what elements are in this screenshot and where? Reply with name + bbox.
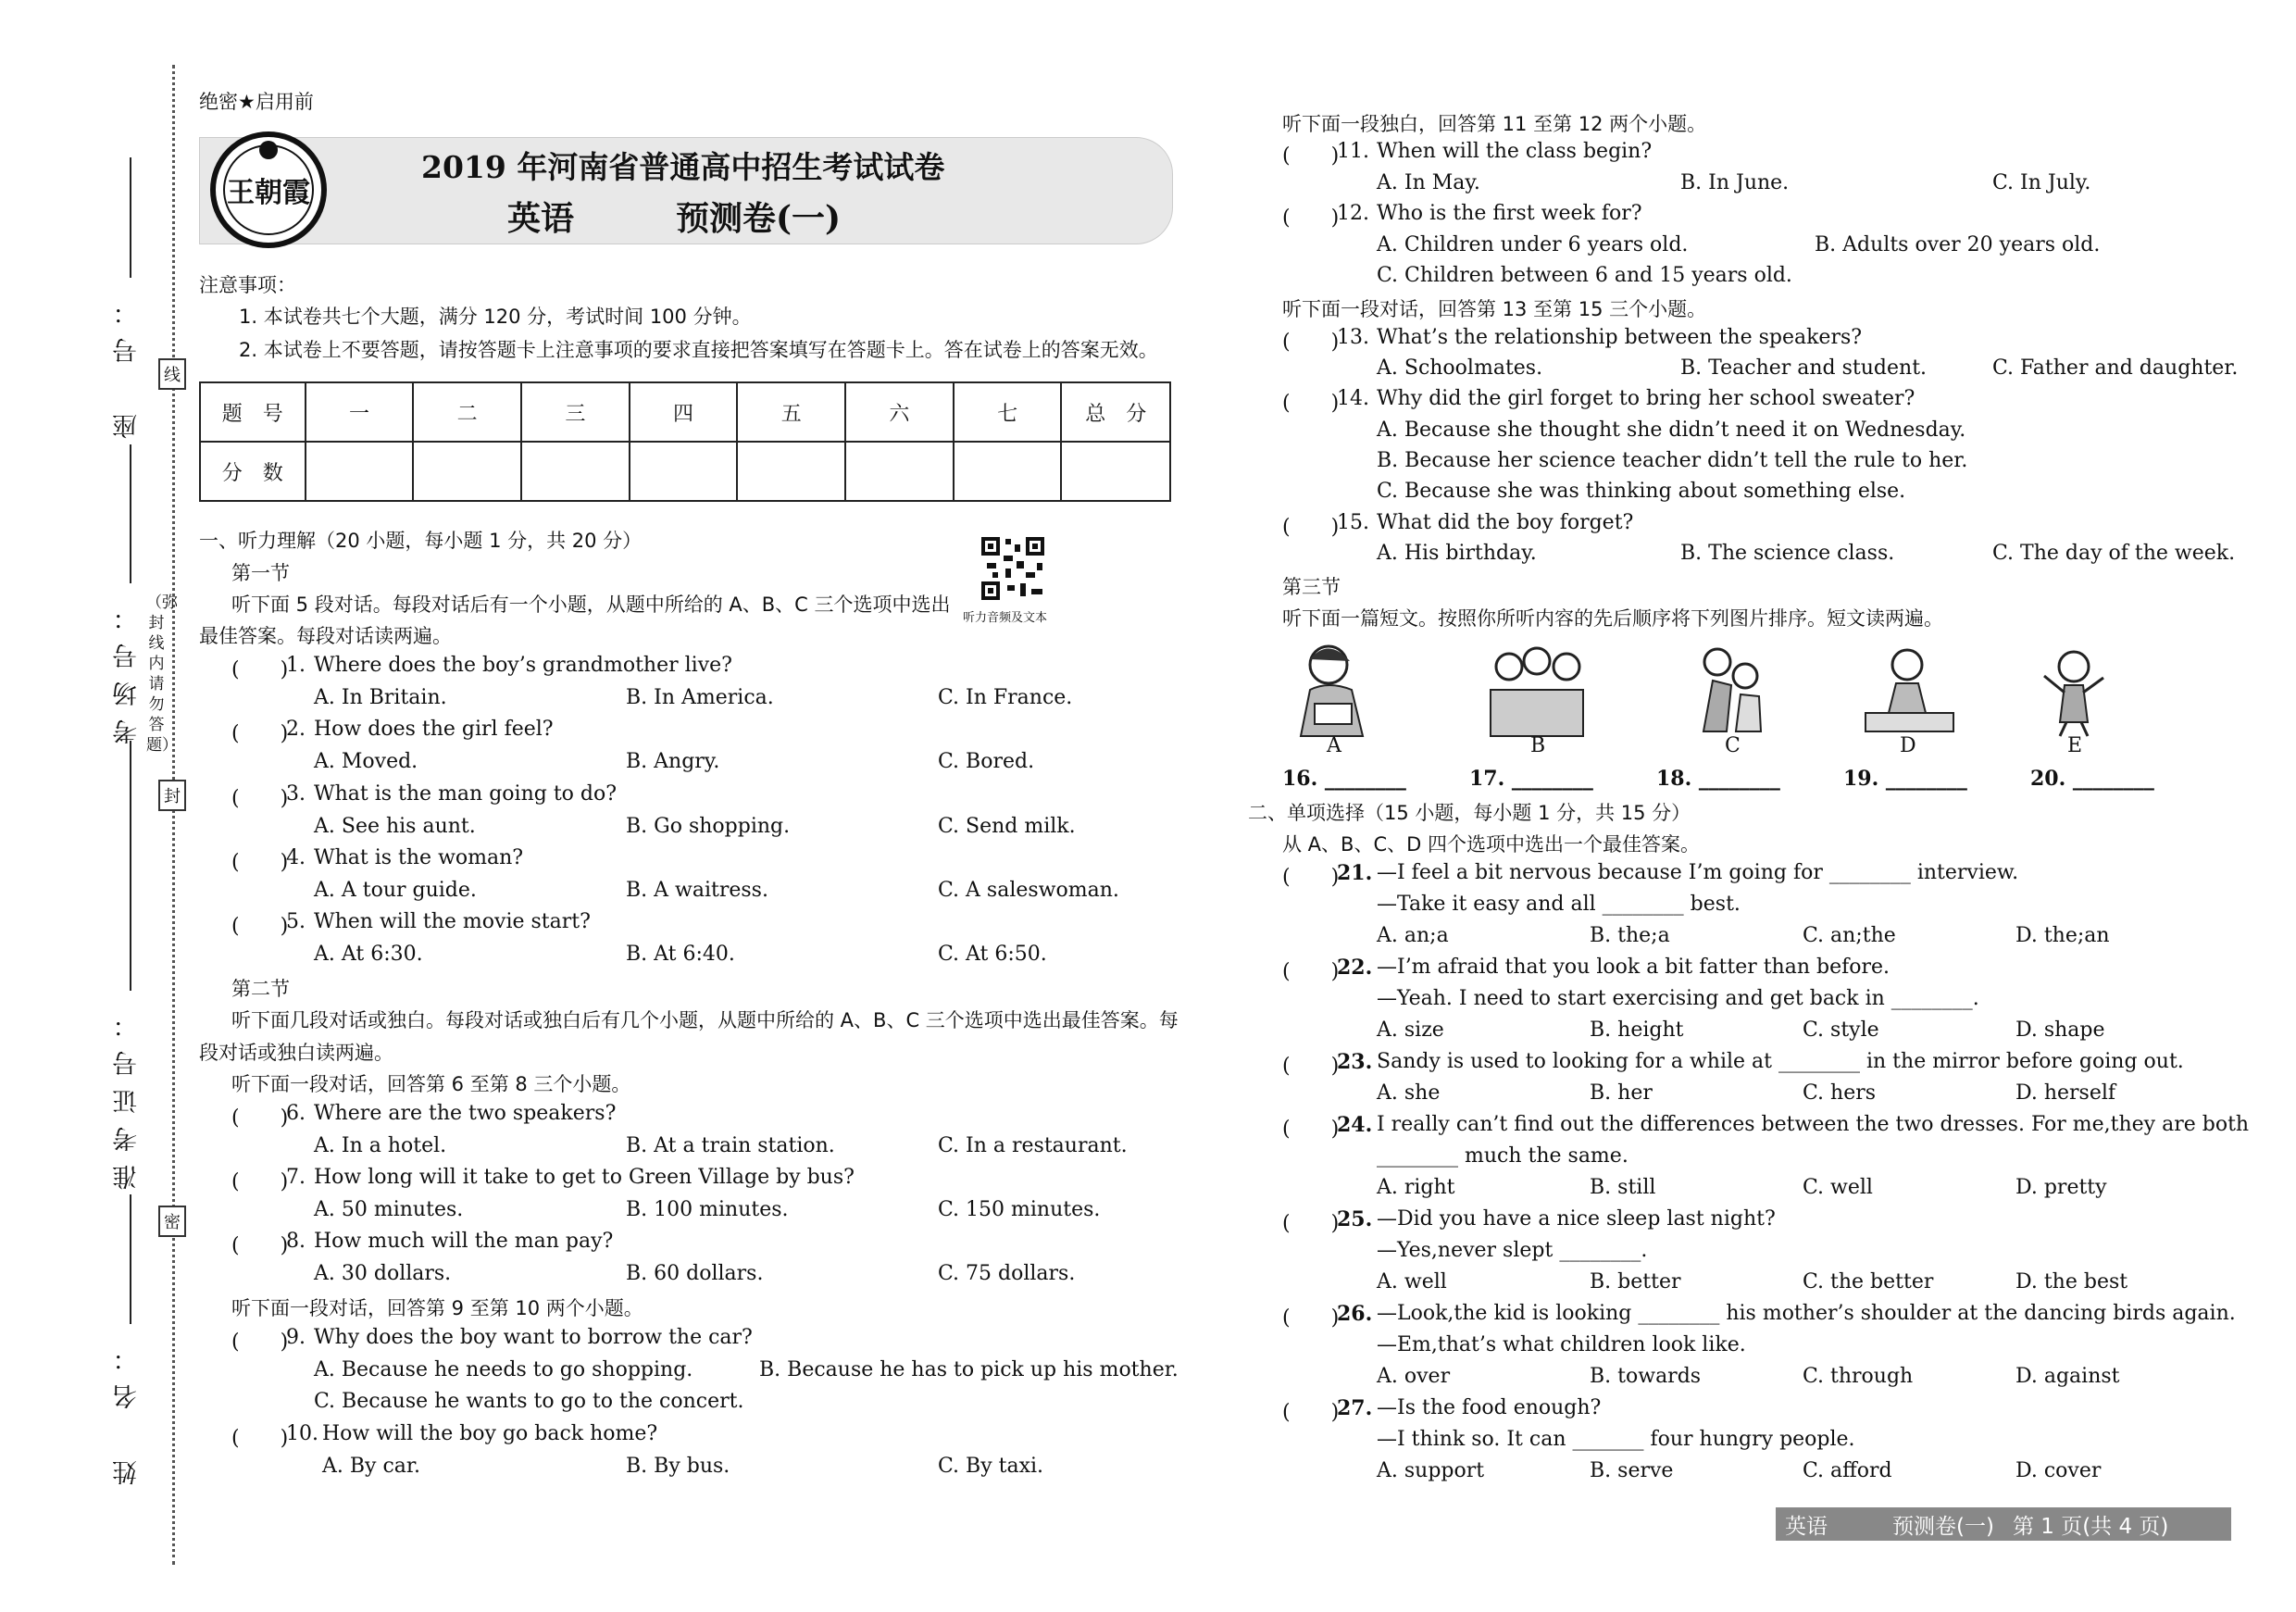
option: A. A tour guide. xyxy=(314,879,477,902)
question-text: What is the man going to do? xyxy=(314,782,618,806)
score-cell[interactable] xyxy=(306,442,414,501)
question-number: 26. xyxy=(1337,1302,1373,1326)
seat-label: 座 号： xyxy=(113,287,142,439)
question-number: 21. xyxy=(1337,861,1373,885)
question-text: —I’m afraid that you look a bit fatter than before. xyxy=(1377,956,1890,979)
part2-instruction-line2: 段对话或独白读两遍。 xyxy=(199,1042,393,1064)
question-number: 11. xyxy=(1337,140,1369,163)
score-cell[interactable] xyxy=(413,442,521,501)
option: C. By taxi. xyxy=(938,1455,1044,1478)
question-text: Sandy is used to looking for a while at ________ in the mirror before going out. xyxy=(1377,1050,2184,1073)
part2-instruction-line1: 听下面几段对话或独白。每段对话或独白后有几个小题，从题中所给的 A、B、C 三个选项中选出最佳答案。每 xyxy=(231,1009,1179,1031)
picture-b-family-dinner-icon xyxy=(1481,639,1592,741)
question-text: How much will the man pay? xyxy=(314,1230,614,1253)
answer-paren[interactable]: ( ) xyxy=(231,851,289,874)
score-table-score-row xyxy=(200,442,1170,501)
answer-paren[interactable]: ( ) xyxy=(231,915,289,938)
score-table xyxy=(199,381,1171,502)
lead-13-15: 听下面一段对话，回答第 13 至第 15 三个小题。 xyxy=(1282,298,1707,320)
question-number: 24. xyxy=(1337,1113,1373,1137)
option: B. Teacher and student. xyxy=(1680,356,1928,380)
question-text: What is the woman? xyxy=(314,846,524,869)
option: D. the;an xyxy=(2015,924,2110,947)
exam-volume: 预测卷(一) xyxy=(676,199,842,238)
question-number: 9. xyxy=(286,1326,306,1349)
answer-paren[interactable]: ( ) xyxy=(231,658,289,681)
question-text: —I feel a bit nervous because I’m going for ________ interview. xyxy=(1377,861,2019,884)
option: B. her xyxy=(1590,1081,1653,1105)
question-number: 4. xyxy=(286,846,306,869)
option: A. right xyxy=(1377,1176,1455,1199)
question-text: —Did you have a nice sleep last night? xyxy=(1377,1207,1776,1231)
question-text: What’s the relationship between the speakers? xyxy=(1377,326,1863,349)
seat-blank[interactable] xyxy=(130,157,131,278)
option: B. A waitress. xyxy=(626,879,768,902)
answer-paren[interactable]: ( ) xyxy=(1282,1055,1340,1078)
option: A. At 6:30. xyxy=(314,943,423,966)
answer-paren[interactable]: ( ) xyxy=(1282,960,1340,983)
question-number: 13. xyxy=(1337,326,1369,349)
option: C. The day of the week. xyxy=(1992,542,2236,565)
option: B. In America. xyxy=(626,686,774,709)
answer-paren[interactable]: ( ) xyxy=(231,1234,289,1257)
question-text: —Em,that’s what children look like. xyxy=(1377,1333,1746,1356)
option: C. Father and daughter. xyxy=(1992,356,2239,380)
option: B. At 6:40. xyxy=(626,943,735,966)
answer-paren[interactable]: ( ) xyxy=(231,787,289,810)
question-text: —Yes,never slept ________. xyxy=(1377,1239,1648,1262)
option: C. At 6:50. xyxy=(938,943,1047,966)
section1-title: 一、听力理解（20 小题，每小题 1 分，共 20 分） xyxy=(199,530,643,552)
score-header-cell: 题 号 xyxy=(200,382,306,442)
answer-blank-16[interactable]: 16. ________ xyxy=(1282,767,1406,791)
question-number: 7. xyxy=(286,1166,306,1189)
option: A. support xyxy=(1377,1459,1485,1482)
option: A. Children under 6 years old. xyxy=(1377,233,1689,256)
option: B. Because her science teacher didn’t tell the rule to her. xyxy=(1377,449,1968,472)
option: D. shape xyxy=(2015,1018,2105,1042)
score-cell[interactable] xyxy=(845,442,954,501)
option: B. Adults over 20 years old. xyxy=(1815,233,2101,256)
footer-page: 第 1 页(共 4 页) xyxy=(2012,1514,2169,1539)
name-label: 姓 名： xyxy=(113,1333,142,1485)
option: C. style xyxy=(1803,1018,1879,1042)
question-text: —Yeah. I need to start exercising and get back in ________. xyxy=(1377,987,1979,1010)
option: B. height xyxy=(1590,1018,1684,1042)
option: C. 75 dollars. xyxy=(938,1262,1076,1285)
answer-blank-20[interactable]: 20. ________ xyxy=(2030,767,2154,791)
answer-paren[interactable]: ( ) xyxy=(1282,866,1340,889)
score-cell[interactable] xyxy=(521,442,630,501)
picture-label: C xyxy=(1725,734,1741,757)
answer-paren[interactable]: ( ) xyxy=(1282,331,1340,354)
part1-instruction-line2: 最佳答案。每段对话读两遍。 xyxy=(199,625,452,647)
option: C. hers xyxy=(1803,1081,1877,1105)
question-text: —Is the food enough? xyxy=(1377,1396,1602,1419)
picture-c-kids-playing-icon xyxy=(1676,639,1787,741)
option: B. Go shopping. xyxy=(626,815,791,838)
logo-text: 王朝霞 xyxy=(227,177,310,209)
section2-instruction: 从 A、B、C、D 四个选项中选出一个最佳答案。 xyxy=(1282,833,1700,856)
answer-blank-17[interactable]: 17. ________ xyxy=(1469,767,1593,791)
picture-label: D xyxy=(1900,734,1916,757)
room-label: 考场号： xyxy=(113,593,142,744)
question-number: 27. xyxy=(1337,1396,1373,1420)
option: C. A saleswoman. xyxy=(938,879,1119,902)
option: B. In June. xyxy=(1680,171,1790,194)
seal-box-seal: 封 xyxy=(158,780,186,811)
answer-paren[interactable]: ( ) xyxy=(1282,516,1340,539)
qr-code-icon[interactable] xyxy=(980,535,1046,602)
part3-label: 第三节 xyxy=(1282,576,1341,598)
notice-item-1: 1. 本试卷共七个大题，满分 120 分，考试时间 100 分钟。 xyxy=(239,306,752,328)
answer-paren[interactable]: ( ) xyxy=(1282,1118,1340,1141)
option: A. In Britain. xyxy=(314,686,447,709)
question-text: —Look,the kid is looking ________ his mother’s shoulder at the dancing birds again. xyxy=(1377,1302,2236,1325)
question-number: 10. xyxy=(286,1422,318,1445)
picture-label: B xyxy=(1530,734,1546,757)
answer-paren[interactable]: ( ) xyxy=(1282,1306,1340,1330)
lead-6-8: 听下面一段对话，回答第 6 至第 8 三个小题。 xyxy=(231,1073,631,1095)
question-text: Where does the boy’s grandmother live? xyxy=(314,654,732,677)
question-number: 1. xyxy=(286,654,306,677)
option: A. well xyxy=(1377,1270,1447,1293)
notice-item-2: 2. 本试卷上不要答题，请按答题卡上注意事项的要求直接把答案填写在答题卡上。答在试卷上的答案无效。 xyxy=(239,339,1158,361)
question-number: 6. xyxy=(286,1102,306,1125)
option: A. she xyxy=(1377,1081,1441,1105)
option: B. the;a xyxy=(1590,924,1670,947)
answer-paren[interactable]: ( ) xyxy=(231,1331,289,1354)
option: B. At a train station. xyxy=(626,1134,835,1157)
question-number: 15. xyxy=(1337,511,1369,534)
answer-paren[interactable]: ( ) xyxy=(231,722,289,745)
question-text: When will the movie start? xyxy=(314,910,591,933)
admission-blank[interactable] xyxy=(130,741,131,991)
exam-title: 2019 年河南省普通高中招生考试试卷 xyxy=(421,149,945,185)
picture-e-child-waving-icon xyxy=(2018,639,2129,741)
score-header-cell: 六 xyxy=(845,382,954,442)
option: C. through xyxy=(1803,1365,1914,1388)
option: C. Children between 6 and 15 years old. xyxy=(1377,264,1792,287)
question-text: Who is the first week for? xyxy=(1377,202,1642,225)
seal-dotted-line xyxy=(172,65,175,1565)
option: C. In July. xyxy=(1992,171,2091,194)
lead-9-10: 听下面一段对话，回答第 9 至第 10 两个小题。 xyxy=(231,1297,643,1319)
option: A. Schoolmates. xyxy=(1377,356,1543,380)
option: A. 30 dollars. xyxy=(314,1262,452,1285)
option: B. Angry. xyxy=(626,750,720,773)
question-number: 3. xyxy=(286,782,306,806)
question-text: Where are the two speakers? xyxy=(314,1102,617,1125)
qr-caption: 听力音频及文本 xyxy=(963,611,1048,625)
publisher-logo xyxy=(208,130,329,250)
exam-subject: 英语 xyxy=(507,199,575,238)
seal-box-secret: 密 xyxy=(158,1206,186,1237)
score-cell[interactable] xyxy=(1061,442,1170,501)
answer-blank-18[interactable]: 18. ________ xyxy=(1656,767,1780,791)
option: A. an;a xyxy=(1377,924,1449,947)
option: A. Because she thought she didn’t need it on Wednesday. xyxy=(1377,419,1966,442)
option: B. better xyxy=(1590,1270,1681,1293)
part1-label: 第一节 xyxy=(231,562,290,584)
score-header-cell: 一 xyxy=(306,382,414,442)
option: C. Because he wants to go to the concert. xyxy=(314,1390,744,1413)
option: D. the best xyxy=(2015,1270,2128,1293)
score-table-header-row xyxy=(200,382,1170,442)
question-text: I really can’t find out the differences between the two dresses. For me,they are both xyxy=(1377,1113,2250,1136)
answer-paren[interactable]: ( ) xyxy=(1282,392,1340,415)
option: B. 60 dollars. xyxy=(626,1262,764,1285)
option: B. Because he has to pick up his mother. xyxy=(759,1358,1179,1381)
question-number: 2. xyxy=(286,718,306,741)
question-number: 14. xyxy=(1337,387,1369,410)
footer-volume: 预测卷(一) xyxy=(1892,1514,1994,1539)
question-number: 22. xyxy=(1337,956,1373,980)
score-header-cell: 五 xyxy=(737,382,845,442)
score-header-cell: 三 xyxy=(521,382,630,442)
question-text: When will the class begin? xyxy=(1377,140,1653,163)
option: C. Because she was thinking about something else. xyxy=(1377,480,1906,503)
option: C. afford xyxy=(1803,1459,1892,1482)
option: B. 100 minutes. xyxy=(626,1198,789,1221)
score-header-cell: 四 xyxy=(630,382,738,442)
option: A. See his aunt. xyxy=(314,815,476,838)
option: C. In a restaurant. xyxy=(938,1134,1128,1157)
seal-warning: （弥封线内请勿答题） xyxy=(146,594,178,755)
option: C. 150 minutes. xyxy=(938,1198,1101,1221)
question-text: —I think so. It can _______ four hungry people. xyxy=(1377,1428,1855,1451)
question-number: 25. xyxy=(1337,1207,1373,1231)
question-text: Why does the boy want to borrow the car? xyxy=(314,1326,753,1349)
footer-subject: 英语 xyxy=(1785,1514,1828,1539)
question-number: 23. xyxy=(1337,1050,1373,1074)
name-blank[interactable] xyxy=(130,1194,131,1324)
notice-heading: 注意事项： xyxy=(199,274,296,296)
part2-label: 第二节 xyxy=(231,978,290,1000)
answer-paren[interactable]: ( ) xyxy=(1282,1401,1340,1424)
option: B. serve xyxy=(1590,1459,1674,1482)
score-cell[interactable] xyxy=(630,442,738,501)
seal-box-line: 线 xyxy=(158,358,186,390)
question-text: What did the boy forget? xyxy=(1377,511,1634,534)
option: A. In May. xyxy=(1377,171,1480,194)
part1-instruction-line1: 听下面 5 段对话。每段对话后有一个小题，从题中所给的 A、B、C 三个选项中选出 xyxy=(231,594,951,616)
answer-paren[interactable]: ( ) xyxy=(1282,206,1340,230)
option: A. By car. xyxy=(322,1455,420,1478)
question-number: 5. xyxy=(286,910,306,933)
question-number: 8. xyxy=(286,1230,306,1253)
question-number: 12. xyxy=(1337,202,1369,225)
option: A. Because he needs to go shopping. xyxy=(314,1358,693,1381)
option: D. pretty xyxy=(2015,1176,2107,1199)
option: B. towards xyxy=(1590,1365,1702,1388)
answer-blank-19[interactable]: 19. ________ xyxy=(1843,767,1967,791)
option: C. an;the xyxy=(1803,924,1896,947)
option: C. Bored. xyxy=(938,750,1035,773)
question-text: How long will it take to get to Green Village by bus? xyxy=(314,1166,855,1189)
option: D. cover xyxy=(2015,1459,2102,1482)
option: C. the better xyxy=(1803,1270,1934,1293)
question-text: ________ much the same. xyxy=(1377,1144,1628,1168)
room-blank[interactable] xyxy=(130,444,131,583)
answer-paren[interactable]: ( ) xyxy=(231,1106,289,1130)
answer-paren[interactable]: ( ) xyxy=(1282,144,1340,168)
option: A. Moved. xyxy=(314,750,418,773)
picture-d-student-at-desk-icon xyxy=(1852,639,1963,741)
option: C. In France. xyxy=(938,686,1073,709)
score-cell[interactable] xyxy=(737,442,845,501)
admission-label: 准考证号： xyxy=(113,1000,142,1190)
option: B. By bus. xyxy=(626,1455,730,1478)
option: A. size xyxy=(1377,1018,1444,1042)
score-header-cell: 总 分 xyxy=(1061,382,1170,442)
score-header-cell: 二 xyxy=(413,382,521,442)
confidential-note: 绝密★启用前 xyxy=(199,91,314,113)
option: C. Send milk. xyxy=(938,815,1076,838)
option: B. The science class. xyxy=(1680,542,1895,565)
option: A. 50 minutes. xyxy=(314,1198,464,1221)
option: B. still xyxy=(1590,1176,1656,1199)
answer-paren[interactable]: ( ) xyxy=(231,1170,289,1193)
option: D. against xyxy=(2015,1365,2120,1388)
question-text: How will the boy go back home? xyxy=(322,1422,658,1445)
answer-paren[interactable]: ( ) xyxy=(1282,1212,1340,1235)
lead-11-12: 听下面一段独白，回答第 11 至第 12 两个小题。 xyxy=(1282,113,1707,135)
score-cell[interactable] xyxy=(954,442,1062,501)
section2-title: 二、单项选择（15 小题，每小题 1 分，共 15 分） xyxy=(1248,802,1691,824)
part3-instruction: 听下面一篇短文。按照你所听内容的先后顺序将下列图片排序。短文读两遍。 xyxy=(1282,607,1943,630)
question-text: How does the girl feel? xyxy=(314,718,554,741)
page-footer xyxy=(1776,1507,2231,1541)
picture-label: A xyxy=(1327,734,1341,757)
picture-label: E xyxy=(2067,734,2083,757)
picture-a-girl-reading-icon xyxy=(1278,639,1389,741)
option: D. herself xyxy=(2015,1081,2116,1105)
question-text: —Take it easy and all ________ best. xyxy=(1377,893,1741,916)
question-text: Why did the girl forget to bring her school sweater? xyxy=(1377,387,1915,410)
option: A. over xyxy=(1377,1365,1451,1388)
option: A. His birthday. xyxy=(1377,542,1537,565)
score-header-cell: 七 xyxy=(954,382,1062,442)
option: A. In a hotel. xyxy=(314,1134,447,1157)
score-row-label: 分 数 xyxy=(200,442,306,501)
answer-paren[interactable]: ( ) xyxy=(231,1427,289,1450)
option: C. well xyxy=(1803,1176,1873,1199)
